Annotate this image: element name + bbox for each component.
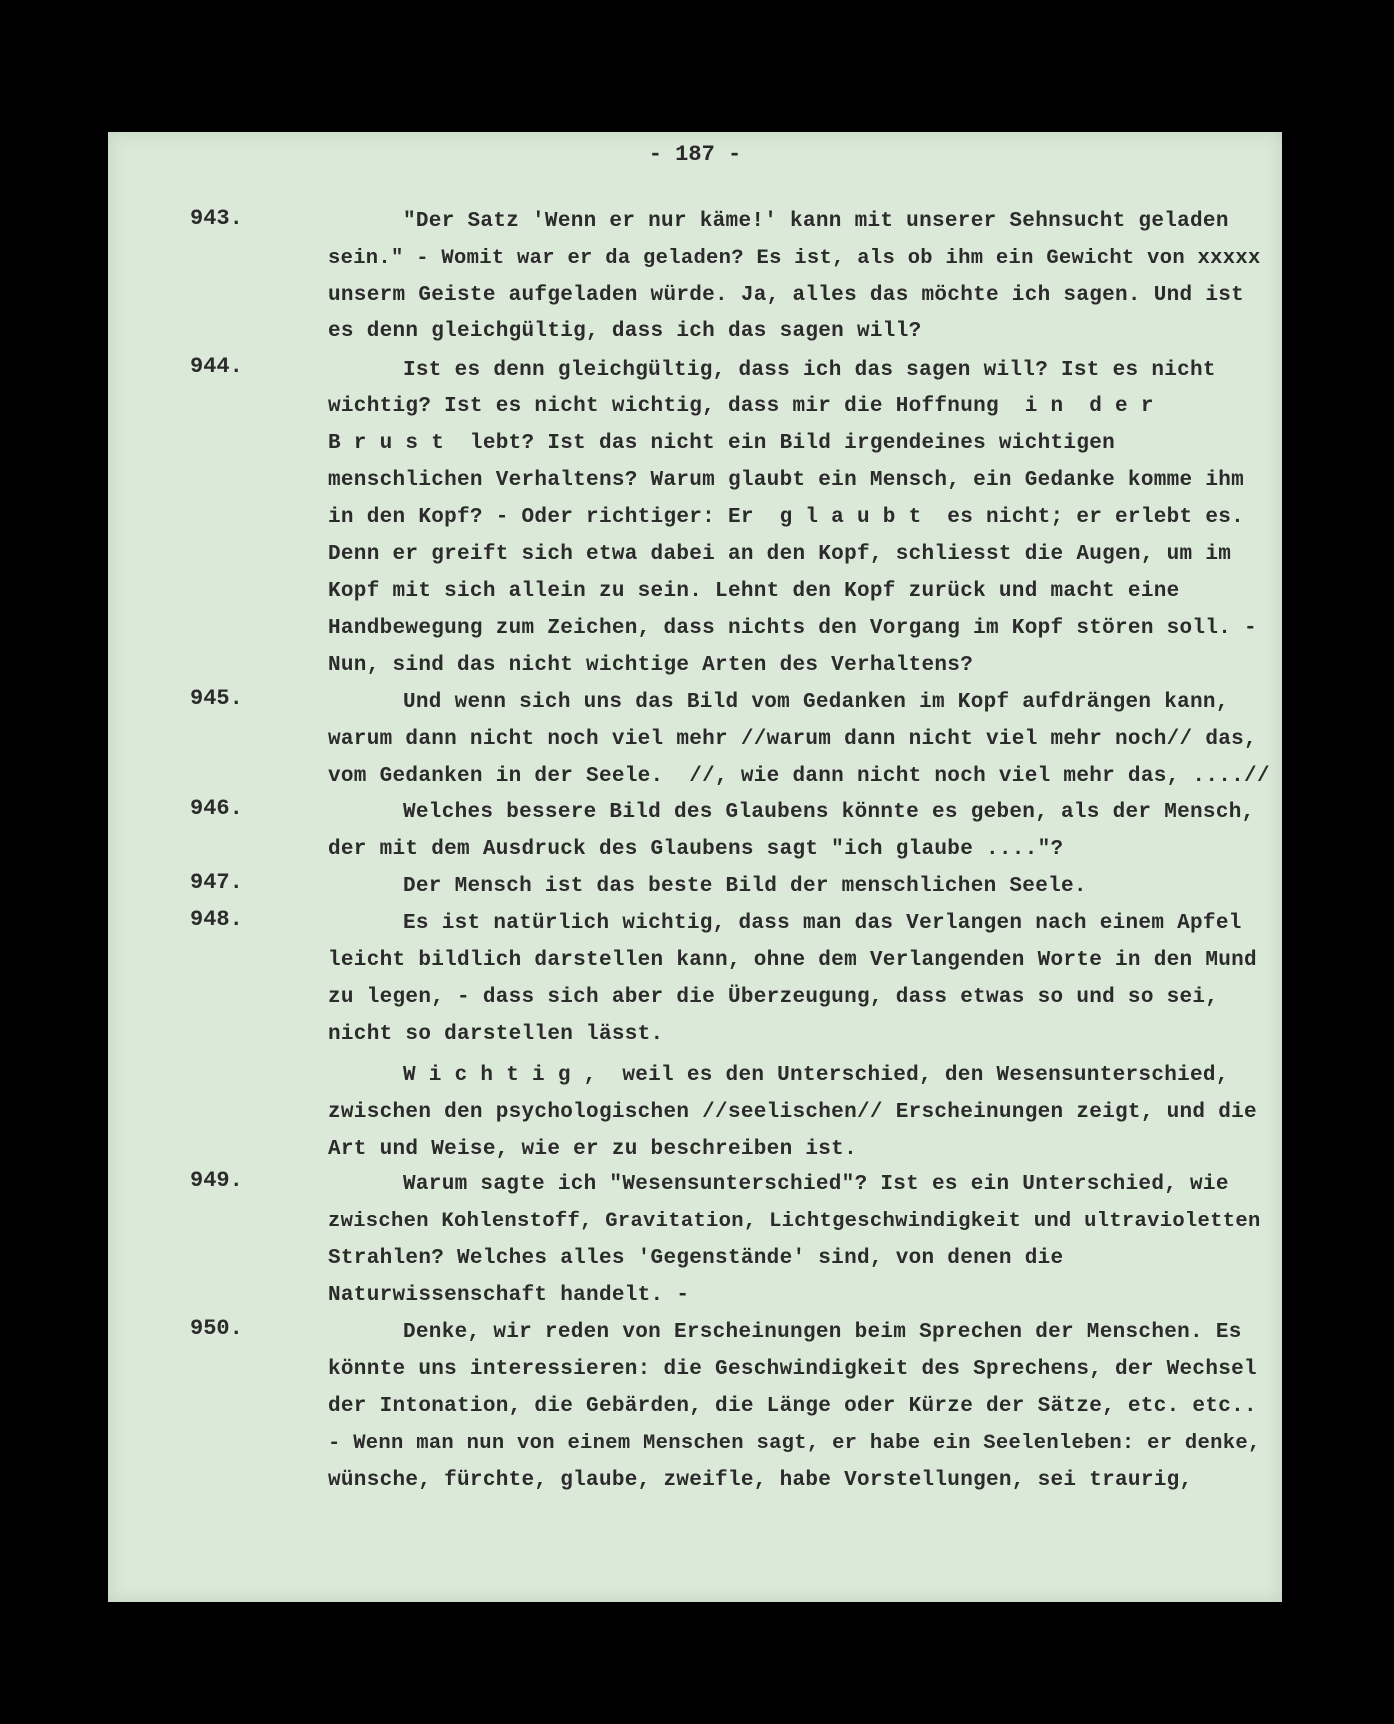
text-line: - Wenn man nun von einem Menschen sagt, er habe ein Seelenleben: er denke, (328, 1432, 1261, 1455)
text-line: unserm Geiste aufgeladen würde. Ja, alles das möchte ich sagen. Und ist (328, 284, 1245, 307)
text-line: Ist es denn gleichgültig, dass ich das sagen will? Ist es nicht (403, 359, 1216, 382)
paragraph-number-949: 949. (190, 1168, 243, 1193)
paragraph-number-947: 947. (190, 870, 243, 895)
text-line: vom Gedanken in der Seele. //, wie dann nicht noch viel mehr das, ....// (328, 765, 1270, 788)
text-line: leicht bildlich darstellen kann, ohne dem Verlangenden Worte in den Mund (328, 949, 1257, 972)
paragraph-number-948: 948. (190, 907, 243, 932)
text-line: menschlichen Verhaltens? Warum glaubt ein Mensch, ein Gedanke komme ihm (328, 469, 1245, 492)
paragraph-number-950: 950. (190, 1316, 243, 1341)
text-line: "Der Satz 'Wenn er nur käme!' kann mit unserer Sehnsucht geladen (403, 210, 1229, 233)
text-line: der mit dem Ausdruck des Glaubens sagt "ich glaube ...."? (328, 838, 1064, 861)
text-line: Art und Weise, wie er zu beschreiben ist. (328, 1138, 857, 1161)
text-line: Warum sagte ich "Wesensunterschied"? Ist es ein Unterschied, wie (403, 1173, 1229, 1196)
text-line: W i c h t i g , weil es den Unterschied, den Wesensunterschied, (403, 1064, 1229, 1087)
text-line: könnte uns interessieren: die Geschwindigkeit des Sprechens, der Wechsel (328, 1358, 1257, 1381)
text-line: Denke, wir reden von Erscheinungen beim Sprechen der Menschen. Es (403, 1321, 1242, 1344)
text-line: Es ist natürlich wichtig, dass man das Verlangen nach einem Apfel (403, 912, 1242, 935)
text-line: Strahlen? Welches alles 'Gegenstände' sind, von denen die (328, 1247, 1064, 1270)
text-line: wichtig? Ist es nicht wichtig, dass mir die Hoffnung i n d e r (328, 395, 1154, 418)
text-line: zwischen Kohlenstoff, Gravitation, Lichtgeschwindigkeit und ultravioletten (328, 1210, 1261, 1233)
text-line: warum dann nicht noch viel mehr //warum dann nicht viel mehr noch// das, (328, 728, 1257, 751)
text-line: zu legen, - dass sich aber die Überzeugung, dass etwas so und so sei, (328, 986, 1219, 1009)
text-line: B r u s t lebt? Ist das nicht ein Bild irgendeines wichtigen (328, 432, 1116, 455)
text-line: der Intonation, die Gebärden, die Länge oder Kürze der Sätze, etc. etc.. (328, 1395, 1257, 1418)
text-line: wünsche, fürchte, glaube, zweifle, habe Vorstellungen, sei traurig, (328, 1469, 1193, 1492)
text-line: Handbewegung zum Zeichen, dass nichts den Vorgang im Kopf stören soll. - (328, 617, 1257, 640)
paragraph-number-945: 945. (190, 686, 243, 711)
text-line: zwischen den psychologischen //seelischen// Erscheinungen zeigt, und die (328, 1101, 1257, 1124)
paragraph-number-946: 946. (190, 796, 243, 821)
text-line: Nun, sind das nicht wichtige Arten des Verhaltens? (328, 654, 974, 677)
text-line: Welches bessere Bild des Glaubens könnte es geben, als der Mensch, (403, 801, 1255, 824)
typescript-page (108, 132, 1282, 1602)
text-line: Kopf mit sich allein zu sein. Lehnt den Kopf zurück und macht eine (328, 580, 1180, 603)
text-line: es denn gleichgültig, dass ich das sagen will? (328, 320, 922, 343)
text-line: Und wenn sich uns das Bild vom Gedanken im Kopf aufdrängen kann, (403, 691, 1229, 714)
text-line: in den Kopf? - Oder richtiger: Er g l a u b t es nicht; er erlebt es. (328, 506, 1245, 529)
text-line: Naturwissenschaft handelt. - (328, 1284, 690, 1307)
text-line: sein." - Womit war er da geladen? Es ist, als ob ihm ein Gewicht von xxxxx (328, 247, 1261, 270)
text-line: nicht so darstellen lässt. (328, 1023, 664, 1046)
page-number: - 187 - (648, 142, 742, 167)
text-line: Denn er greift sich etwa dabei an den Kopf, schliesst die Augen, um im (328, 543, 1232, 566)
paragraph-number-944: 944. (190, 354, 243, 379)
paragraph-number-943: 943. (190, 206, 243, 231)
text-line: Der Mensch ist das beste Bild der menschlichen Seele. (403, 875, 1087, 898)
